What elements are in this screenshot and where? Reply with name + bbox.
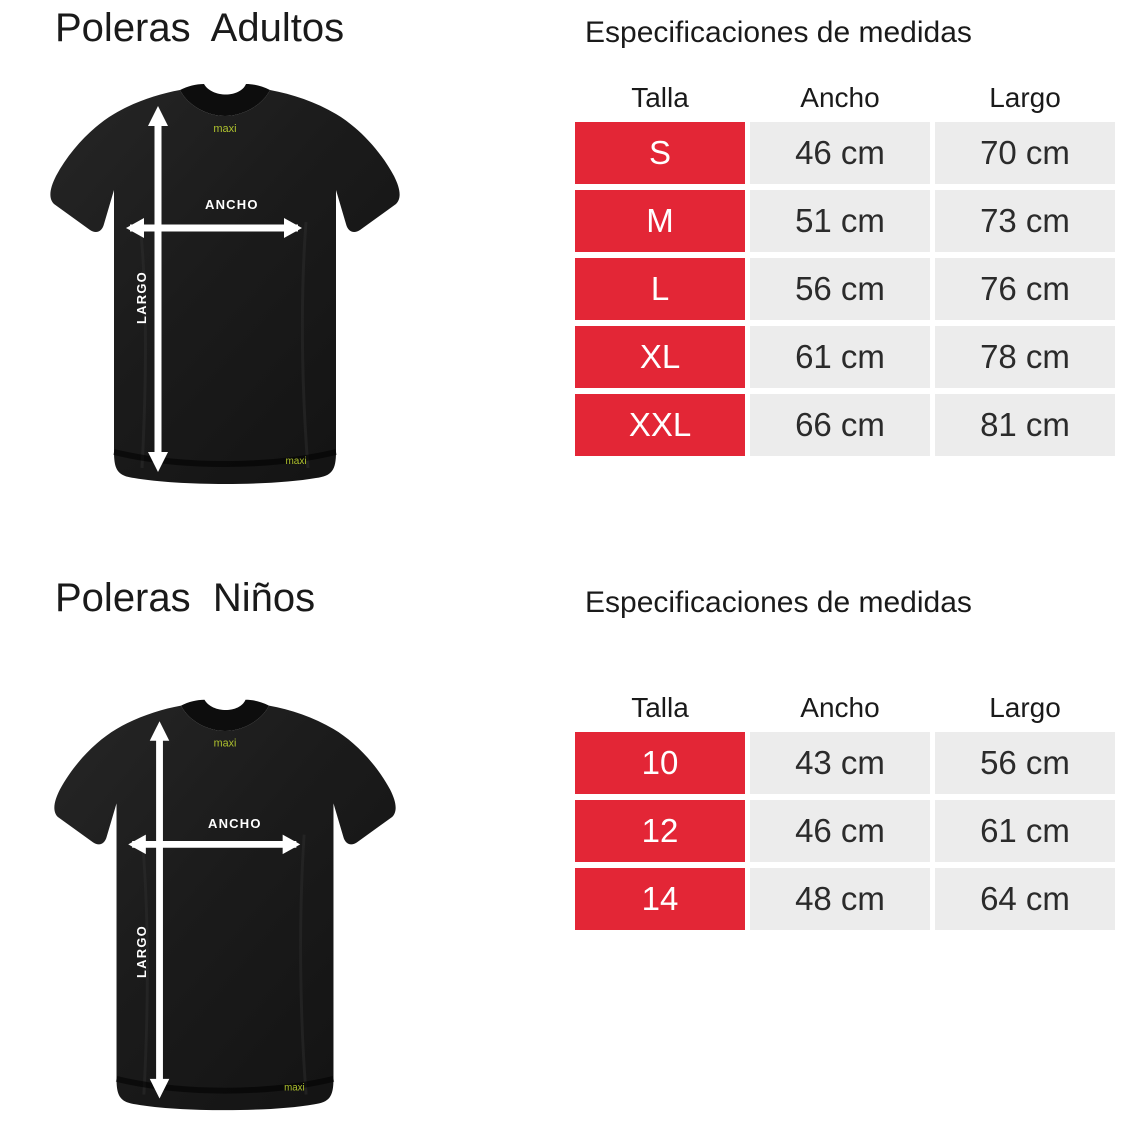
table-row — [575, 122, 1115, 184]
page-title-kids: Poleras Niños — [55, 576, 316, 620]
size-table-adults — [575, 80, 1115, 462]
width-cell: 43 cm — [750, 732, 930, 794]
table-row — [575, 258, 1115, 320]
length-cell: 81 cm — [935, 394, 1115, 456]
length-cell: 70 cm — [935, 122, 1115, 184]
svg-text:maxi: maxi — [285, 456, 307, 467]
column-header-largo: Largo — [989, 692, 1061, 723]
table-row — [575, 800, 1115, 862]
length-cell: 73 cm — [935, 190, 1115, 252]
width-cell: 46 cm — [750, 122, 930, 184]
size-cell: 14 — [575, 868, 745, 930]
width-dimension-label-kids: ANCHO — [208, 816, 262, 831]
tshirt-illustration-kids — [30, 688, 420, 1118]
width-cell: 46 cm — [750, 800, 930, 862]
width-cell: 66 cm — [750, 394, 930, 456]
size-cell: S — [575, 122, 745, 184]
size-table-kids — [575, 690, 1115, 936]
width-cell: 51 cm — [750, 190, 930, 252]
size-cell: XXL — [575, 394, 745, 456]
table-header-row — [575, 690, 1115, 726]
width-cell: 48 cm — [750, 868, 930, 930]
column-header-talla: Talla — [631, 692, 689, 723]
width-dimension-label-adults: ANCHO — [205, 197, 259, 212]
column-header-talla: Talla — [631, 82, 689, 113]
size-cell: M — [575, 190, 745, 252]
table-row — [575, 732, 1115, 794]
length-cell: 78 cm — [935, 326, 1115, 388]
table-title-kids: Especificaciones de medidas — [585, 586, 972, 619]
length-dimension-label-kids: LARGO — [134, 925, 149, 978]
tshirt-illustration-adults — [30, 72, 420, 502]
size-cell: 12 — [575, 800, 745, 862]
table-header-row — [575, 80, 1115, 116]
length-dimension-label-adults: LARGO — [134, 271, 149, 324]
svg-text:maxi: maxi — [213, 123, 237, 135]
length-cell: 64 cm — [935, 868, 1115, 930]
width-cell: 61 cm — [750, 326, 930, 388]
length-cell: 56 cm — [935, 732, 1115, 794]
length-cell: 76 cm — [935, 258, 1115, 320]
width-cell: 56 cm — [750, 258, 930, 320]
page-title-adults: Poleras Adultos — [55, 6, 345, 50]
length-cell: 61 cm — [935, 800, 1115, 862]
size-cell: 10 — [575, 732, 745, 794]
table-row — [575, 326, 1115, 388]
table-row — [575, 394, 1115, 456]
svg-text:maxi: maxi — [284, 1082, 305, 1094]
size-cell: L — [575, 258, 745, 320]
column-header-largo: Largo — [989, 82, 1061, 113]
column-header-ancho: Ancho — [800, 692, 880, 723]
table-row — [575, 868, 1115, 930]
size-cell: XL — [575, 326, 745, 388]
column-header-ancho: Ancho — [800, 82, 880, 113]
svg-text:maxi: maxi — [213, 737, 237, 750]
table-row — [575, 190, 1115, 252]
table-title-adults: Especificaciones de medidas — [585, 16, 972, 49]
